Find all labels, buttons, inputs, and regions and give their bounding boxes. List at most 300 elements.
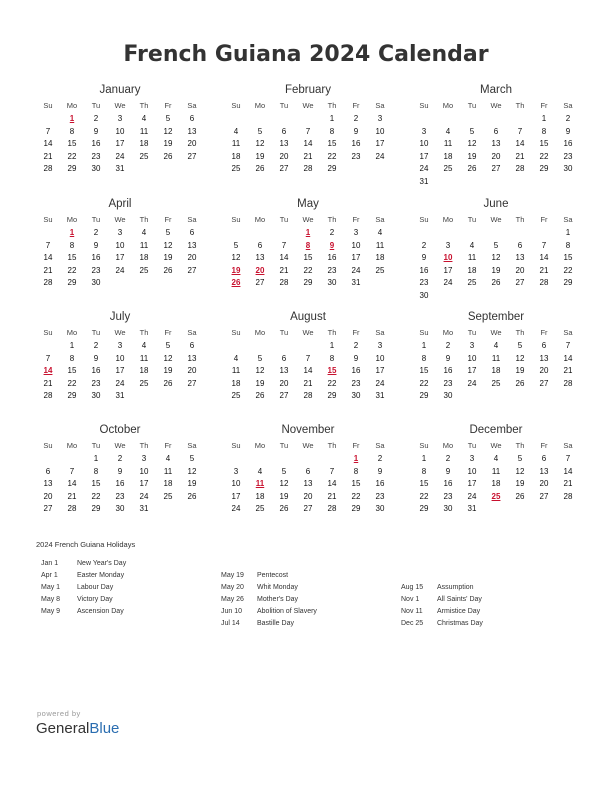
day-cell: 14 [515,139,525,148]
month-name: November [281,424,335,436]
month-august [224,309,392,403]
holiday-date: Jan 1 [41,560,59,567]
day-cell: 17 [467,366,477,375]
day-cell: 20 [279,378,289,388]
day-cell: 27 [539,378,549,388]
day-cell: 9 [421,253,427,262]
day-cell: 2 [93,228,99,237]
day-cell: 9 [353,126,359,136]
day-cell: 19 [255,151,265,161]
holiday-date: Jun 10 [221,608,243,615]
weekday-header: Fr [164,101,172,110]
day-cell: 4 [141,228,147,237]
month-september [412,309,580,403]
day-cell: 6 [257,240,263,250]
empty-cell [224,340,248,353]
empty-cell [272,453,296,466]
day-cell: 16 [375,479,385,488]
holiday-name: New Year's Day [77,560,127,567]
holiday-name: Victory Day [77,596,113,603]
day-cell: 21 [279,265,289,275]
month-grid [224,325,392,403]
day-cell: 16 [563,139,573,148]
month-name: December [469,424,523,436]
day-cell: 26 [187,491,197,501]
day-cell: 5 [493,240,499,250]
day-cell: 9 [93,353,99,363]
day-cell: 9 [117,466,123,476]
day-cell: 16 [351,139,361,148]
day-cell: 20 [43,491,53,501]
day-cell: 30 [419,290,429,300]
holiday-name: Christmas Day [437,620,483,627]
day-cell: 28 [563,378,573,388]
weekday-header: Fr [540,328,548,337]
day-cell: 14 [539,253,549,262]
month-name: April [108,198,132,210]
day-cell: 9 [445,353,451,363]
day-cell: 17 [231,491,241,501]
day-cell: 5 [165,228,171,237]
empty-cell [36,113,60,126]
day-cell: 2 [377,454,383,463]
day-cell: 29 [67,164,77,173]
day-cell: 3 [469,341,475,350]
holiday-row [401,582,483,594]
day-cell: 5 [165,341,171,350]
day-cell: 10 [467,353,477,363]
holiday-date: Nov 11 [401,608,423,615]
day-cell: 28 [539,278,549,287]
day-cell: 2 [421,240,427,250]
weekday-header: Fr [164,441,172,450]
day-cell: 24 [419,164,429,173]
weekday-header: Sa [375,101,385,110]
weekday-header: Su [43,441,53,450]
month-grid [224,212,392,290]
day-cell: 31 [115,164,125,173]
day-cell: 7 [517,126,523,136]
day-cell: 3 [233,466,239,476]
day-cell: 3 [421,126,427,136]
day-cell: 23 [419,278,429,287]
day-cell: 16 [419,265,429,275]
empty-cell [532,227,556,240]
day-cell: 4 [233,353,239,363]
day-cell: 31 [419,176,429,186]
day-cell: 18 [231,151,241,161]
day-cell: 30 [91,391,101,400]
weekday-header: We [302,441,314,450]
day-cell: 4 [493,454,499,463]
day-cell: 2 [353,341,359,350]
weekday-header: Su [43,101,53,110]
month-name: June [483,198,509,210]
weekday-header: Mo [254,101,266,110]
day-cell: 23 [443,378,453,388]
day-cell: 30 [351,391,361,400]
weekday-header: Mo [442,101,454,110]
day-cell: 7 [45,353,51,363]
day-cell: 18 [139,253,149,262]
day-cell: 24 [115,265,125,275]
holiday-row [221,606,317,618]
day-cell: 7 [565,341,571,350]
day-cell: 12 [515,466,525,476]
weekday-header: Th [139,215,149,224]
day-cell: 17 [351,253,361,262]
empty-cell [436,113,460,126]
holiday-date: May 26 [221,596,244,603]
day-cell: 6 [189,114,195,123]
month-november [224,422,392,516]
day-cell: 26 [163,378,173,388]
day-cell: 30 [115,504,125,513]
day-cell: 15 [91,479,101,488]
day-cell: 15 [67,253,77,262]
day-cell: 15 [539,139,549,148]
day-cell: 27 [491,164,501,173]
day-cell: 6 [189,228,195,237]
day-cell: 19 [515,479,525,488]
day-cell: 22 [303,265,313,275]
day-cell: 23 [115,491,125,501]
day-cell: 21 [327,491,337,501]
day-cell: 12 [163,240,173,250]
month-may [224,196,392,290]
empty-cell [36,453,60,466]
day-cell: 20 [515,265,525,275]
day-cell: 22 [67,265,77,275]
month-name: February [284,84,332,96]
empty-cell [60,453,84,466]
day-cell: 13 [539,466,549,476]
day-cell: 13 [515,253,525,262]
day-cell: 1 [421,341,427,350]
weekday-header: Sa [375,328,385,337]
month-grid [36,325,204,403]
weekday-header: Mo [254,441,266,450]
weekday-header: Th [139,328,149,337]
day-cell: 20 [539,479,549,488]
holiday-day-cell: 10 [443,253,453,262]
day-cell: 17 [419,151,429,161]
weekday-header: We [114,441,126,450]
day-cell: 5 [189,454,195,463]
day-cell: 13 [255,253,265,262]
empty-cell [436,227,460,240]
day-cell: 6 [541,454,547,463]
holiday-day-cell: 8 [305,240,311,250]
day-cell: 6 [305,466,311,476]
day-cell: 10 [115,126,125,136]
empty-cell [272,340,296,353]
day-cell: 17 [115,366,125,375]
weekday-header: We [114,328,126,337]
day-cell: 18 [467,265,477,275]
day-cell: 31 [139,504,149,513]
day-cell: 21 [43,265,53,275]
weekday-header: Sa [563,101,573,110]
day-cell: 10 [115,240,125,250]
day-cell: 11 [491,353,501,363]
day-cell: 17 [375,139,385,148]
day-cell: 25 [443,164,453,173]
day-cell: 23 [351,378,361,388]
day-cell: 6 [281,353,287,363]
day-cell: 16 [91,253,101,262]
empty-cell [508,113,532,126]
day-cell: 31 [467,504,477,513]
day-cell: 24 [467,491,477,501]
day-cell: 24 [115,378,125,388]
holiday-date: Apr 1 [41,572,58,579]
day-cell: 24 [139,491,149,501]
month-grid [224,98,392,176]
weekday-header: Th [327,328,337,337]
day-cell: 25 [255,504,265,513]
weekday-header: Su [419,441,429,450]
day-cell: 4 [493,341,499,350]
day-cell: 24 [115,151,125,161]
day-cell: 29 [67,391,77,400]
day-cell: 29 [351,504,361,513]
day-cell: 12 [255,366,265,375]
day-cell: 31 [375,391,385,400]
weekday-header: Su [231,441,241,450]
month-name: October [99,424,141,436]
day-cell: 2 [445,341,451,350]
day-cell: 5 [469,126,475,136]
day-cell: 1 [421,454,427,463]
day-cell: 9 [93,126,99,136]
day-cell: 18 [375,253,385,262]
weekday-header: We [302,215,314,224]
day-cell: 24 [231,504,241,513]
day-cell: 12 [163,353,173,363]
day-cell: 16 [115,479,125,488]
holiday-date: May 1 [41,584,61,591]
day-cell: 31 [115,391,125,400]
weekday-header: Sa [563,441,573,450]
holiday-name: Mother's Day [257,596,299,603]
day-cell: 18 [491,366,501,375]
weekday-header: Su [231,215,241,224]
day-cell: 9 [353,353,359,363]
day-cell: 6 [493,126,499,136]
day-cell: 21 [43,378,53,388]
weekday-header: Su [419,328,429,337]
day-cell: 15 [67,139,77,148]
day-cell: 27 [43,504,53,513]
day-cell: 24 [443,278,453,287]
day-cell: 27 [187,265,197,275]
weekday-header: Fr [540,441,548,450]
holiday-row [221,570,317,582]
day-cell: 12 [187,466,197,476]
weekday-header: Fr [352,441,360,450]
weekday-header: Su [419,215,429,224]
day-cell: 21 [67,491,77,501]
weekday-header: Fr [352,101,360,110]
day-cell: 29 [419,504,429,513]
weekday-header: Mo [442,441,454,450]
day-cell: 26 [515,491,525,501]
holiday-day-cell: 11 [255,479,265,488]
day-cell: 24 [375,378,385,388]
month-name: January [99,84,141,96]
day-cell: 25 [231,164,241,173]
day-cell: 2 [93,341,99,350]
weekday-header: Sa [187,101,197,110]
empty-cell [412,227,436,240]
day-cell: 28 [515,164,525,173]
day-cell: 29 [327,391,337,400]
month-name: August [290,311,326,323]
day-cell: 11 [139,126,149,136]
month-grid [412,438,580,516]
day-cell: 4 [233,126,239,136]
day-cell: 29 [563,278,573,287]
day-cell: 23 [327,265,337,275]
day-cell: 22 [351,491,361,501]
day-cell: 19 [163,253,173,262]
empty-cell [224,227,248,240]
holiday-date: Aug 15 [401,584,424,591]
brand-logo[interactable] [36,720,119,737]
holiday-row [401,594,483,606]
weekday-header: Th [139,101,149,110]
day-cell: 16 [91,139,101,148]
day-cell: 5 [517,341,523,350]
day-cell: 28 [279,278,289,287]
day-cell: 11 [139,353,149,363]
holiday-day-cell: 25 [491,491,501,501]
day-cell: 2 [117,454,123,463]
day-cell: 25 [163,491,173,501]
weekday-header: Tu [279,328,289,337]
day-cell: 22 [327,151,337,161]
day-cell: 2 [445,454,451,463]
weekday-header: Tu [91,441,101,450]
weekday-header: Sa [563,215,573,224]
day-cell: 22 [539,151,549,161]
day-cell: 25 [139,151,149,161]
empty-cell [248,340,272,353]
holidays-title: 2024 French Guiana Holidays [36,540,136,549]
day-cell: 28 [43,278,53,287]
weekday-header: Mo [254,215,266,224]
day-cell: 23 [351,151,361,161]
day-cell: 14 [43,253,53,262]
day-cell: 1 [69,341,75,350]
day-cell: 9 [565,126,571,136]
holiday-column [401,582,483,630]
day-cell: 17 [375,366,385,375]
empty-cell [484,113,508,126]
day-cell: 7 [45,126,51,136]
day-cell: 17 [467,479,477,488]
day-cell: 3 [445,240,451,250]
empty-cell [296,113,320,126]
weekday-header: Sa [375,441,385,450]
day-cell: 8 [421,353,427,363]
day-cell: 14 [43,139,53,148]
month-grid [36,212,204,290]
day-cell: 16 [443,366,453,375]
weekday-header: Th [515,215,525,224]
brand-part2: Blue [89,720,120,737]
day-cell: 14 [303,366,313,375]
day-cell: 26 [255,391,265,400]
day-cell: 30 [91,164,101,173]
holiday-row [41,558,126,570]
day-cell: 8 [541,126,547,136]
day-cell: 14 [279,253,289,262]
weekday-header: Su [231,328,241,337]
day-cell: 14 [327,479,337,488]
day-cell: 21 [563,366,573,375]
day-cell: 21 [515,151,525,161]
day-cell: 31 [351,278,361,287]
day-cell: 8 [329,353,335,363]
day-cell: 22 [91,491,101,501]
day-cell: 2 [93,114,99,123]
empty-cell [296,453,320,466]
day-cell: 19 [187,479,197,488]
day-cell: 23 [91,151,101,161]
day-cell: 16 [91,366,101,375]
empty-cell [272,113,296,126]
day-cell: 26 [279,504,289,513]
holiday-date: Dec 25 [401,620,424,627]
day-cell: 7 [281,240,287,250]
day-cell: 1 [565,228,571,237]
month-name: September [467,311,525,323]
month-name: May [297,198,319,210]
day-cell: 10 [231,479,241,488]
day-cell: 19 [255,378,265,388]
holiday-day-cell: 14 [43,366,53,375]
day-cell: 23 [91,265,101,275]
day-cell: 28 [67,504,77,513]
day-cell: 8 [69,126,75,136]
day-cell: 29 [303,278,313,287]
day-cell: 20 [279,151,289,161]
day-cell: 27 [279,391,289,400]
day-cell: 20 [303,491,313,501]
holiday-name: Pentecost [257,572,289,579]
day-cell: 19 [467,151,477,161]
day-cell: 11 [375,240,385,250]
weekday-header: Th [327,101,337,110]
holiday-name: Armistice Day [437,608,481,615]
day-cell: 27 [515,278,525,287]
day-cell: 8 [565,240,571,250]
day-cell: 5 [281,466,287,476]
day-cell: 11 [231,139,241,148]
weekday-header: Tu [91,328,101,337]
day-cell: 20 [187,366,197,375]
weekday-header: Th [515,101,525,110]
day-cell: 4 [469,240,475,250]
day-cell: 12 [163,126,173,136]
empty-cell [248,113,272,126]
day-cell: 22 [419,491,429,501]
holiday-date: May 19 [221,572,244,579]
weekday-header: Sa [563,328,573,337]
holiday-date: May 9 [41,608,61,615]
